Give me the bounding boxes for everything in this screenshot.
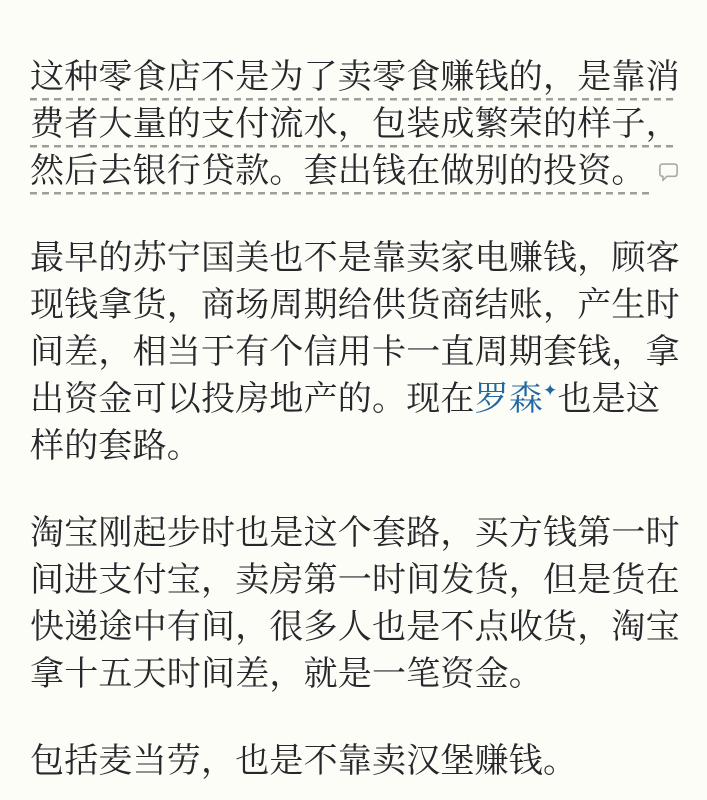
text-segment: 快递途中有间，很多人也是不点收货，淘宝 bbox=[30, 608, 680, 646]
text-segment: 间进支付宝，卖房第一时间发货，但是货在 bbox=[30, 561, 680, 599]
text-line bbox=[30, 510, 680, 557]
text-segment: 费者大量的支付流水，包装成繁荣的样子， bbox=[30, 105, 680, 143]
text-line bbox=[30, 423, 677, 470]
entity-link-label: 罗森 bbox=[474, 380, 544, 418]
text-line bbox=[30, 148, 677, 195]
sparkle-icon: ✦ bbox=[543, 381, 558, 400]
text-segment: 现钱拿货，商场周期给供货商结账，产生时 bbox=[30, 286, 680, 324]
text-segment: 间差，相当于有个信用卡一直周期套钱，拿 bbox=[30, 333, 680, 371]
text-segment: 也是这 bbox=[557, 380, 661, 418]
text-segment: 这种零食店不是为了卖零食赚钱的，是靠消 bbox=[30, 58, 680, 96]
text-line bbox=[30, 557, 680, 604]
text-segment: 淘宝刚起步时也是这个套路，买方钱第一时 bbox=[30, 514, 680, 552]
luosen-entity-link[interactable] bbox=[475, 380, 558, 418]
text-line bbox=[30, 282, 680, 329]
text-segment: 出资金可以投房地产的。现在 bbox=[30, 380, 475, 418]
text-segment: 包括麦当劳，也是不靠卖汉堡赚钱。 bbox=[30, 742, 578, 780]
underlined-text-line[interactable] bbox=[30, 54, 680, 101]
comment-bubble-icon[interactable] bbox=[657, 161, 680, 184]
text-line bbox=[30, 604, 680, 651]
text-line bbox=[30, 376, 677, 423]
paragraph-1 bbox=[30, 54, 680, 195]
text-line bbox=[30, 235, 680, 282]
text-line bbox=[30, 738, 677, 785]
text-segment: 样的套路。 bbox=[30, 427, 201, 465]
underlined-text[interactable]: 然后去银行贷款。套出钱在做别的投资。 bbox=[30, 148, 650, 195]
text-segment: 拿十五天时间差，就是一笔资金。 bbox=[30, 655, 543, 693]
paragraph-3 bbox=[30, 510, 680, 698]
text-line bbox=[30, 651, 677, 698]
text-segment: 最早的苏宁国美也不是靠卖家电赚钱，顾客 bbox=[30, 239, 680, 277]
paragraph-2 bbox=[30, 235, 680, 470]
underlined-text-line[interactable] bbox=[30, 101, 680, 148]
text-line bbox=[30, 329, 680, 376]
paragraph-4 bbox=[30, 738, 677, 785]
